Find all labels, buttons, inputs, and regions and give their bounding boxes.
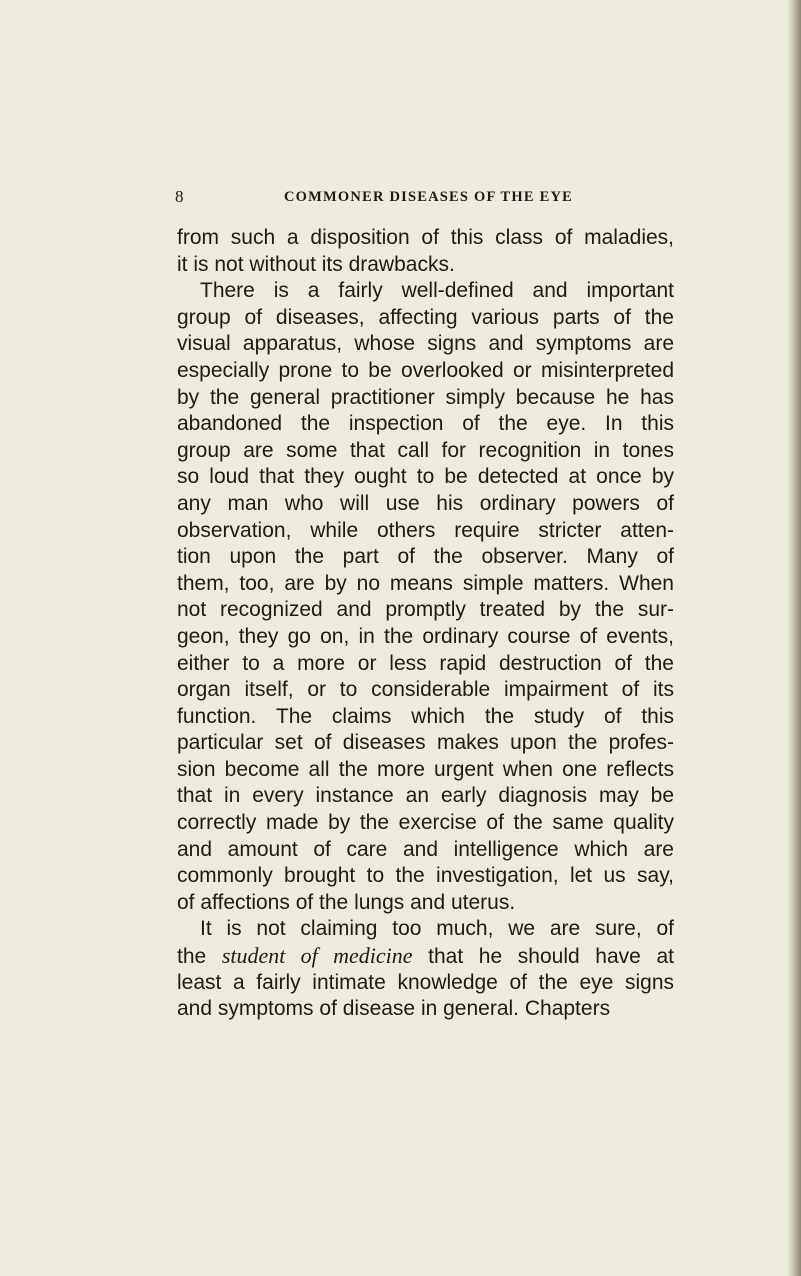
text-line — [177, 704, 674, 731]
text-segment: not recognized and promptly treated by the sur- — [177, 598, 674, 622]
text-line — [177, 597, 674, 624]
text-line — [177, 544, 674, 571]
italic-text: student of medicine — [221, 943, 413, 969]
text-line — [177, 996, 674, 1023]
text-segment: that in every instance an early diagnosis may be — [177, 784, 674, 808]
text-segment: so loud that they ought to be detected at once by — [177, 465, 674, 489]
text-line — [177, 624, 674, 651]
text-line — [177, 518, 674, 545]
text-line — [177, 252, 674, 279]
text-segment: the — [177, 945, 222, 969]
text-line — [177, 837, 674, 864]
text-segment: correctly made by the exercise of the same quality — [177, 811, 674, 835]
text-segment: group of diseases, affecting various parts of the — [177, 305, 674, 329]
text-line — [177, 783, 674, 810]
running-title: COMMONER DISEASES OF THE EYE — [284, 189, 574, 205]
text-segment: commonly brought to the investigation, let us say, — [177, 864, 674, 888]
text-line — [177, 916, 674, 943]
text-line — [177, 385, 674, 412]
text-line — [177, 225, 674, 252]
text-segment: observation, while others require stricter atten- — [177, 518, 674, 542]
text-line — [177, 491, 674, 518]
text-line — [177, 651, 674, 678]
text-segment: group are some that call for recognition in tones — [177, 438, 674, 462]
text-line — [177, 810, 674, 837]
text-segment: of affections of the lungs and uterus. — [177, 890, 516, 914]
text-segment: particular set of diseases makes upon the profes- — [177, 731, 674, 755]
text-segment: especially prone to be overlooked or misinterpreted — [177, 358, 674, 382]
text-segment: abandoned the inspection of the eye. In this — [177, 412, 674, 436]
text-segment: organ itself, or to considerable impairment of its — [177, 678, 674, 702]
text-segment: any man who will use his ordinary powers of — [177, 491, 674, 515]
text-segment: from such a disposition of this class of maladies, — [177, 226, 674, 249]
text-line — [177, 943, 674, 970]
text-line — [177, 464, 674, 491]
text-line — [177, 757, 674, 784]
text-segment: that he should have at — [412, 945, 674, 969]
text-segment: sion become all the more urgent when one reflects — [177, 757, 674, 781]
text-segment: it is not without its drawbacks. — [177, 252, 455, 276]
text-segment: least a fairly intimate knowledge of the eye signs — [177, 970, 674, 994]
text-segment: It is not claiming too much, we are sure, of — [200, 917, 674, 941]
text-line — [177, 358, 674, 385]
text-line — [177, 331, 674, 358]
page-edge-shadow — [787, 0, 801, 1276]
text-segment: them, too, are by no means simple matters. When — [177, 571, 674, 595]
text-line — [177, 863, 674, 890]
text-segment: There is a fairly well-defined and important — [200, 279, 674, 303]
text-segment: function. The claims which the study of this — [177, 704, 674, 728]
text-line — [177, 438, 674, 465]
text-line — [177, 730, 674, 757]
text-segment: and symptoms of disease in general. Chapters — [177, 997, 611, 1021]
text-segment: visual apparatus, whose signs and symptoms are — [177, 332, 674, 356]
text-segment: by the general practitioner simply because he has — [177, 385, 674, 409]
text-segment: tion upon the part of the observer. Many of — [177, 545, 674, 569]
text-line — [177, 677, 674, 704]
text-line — [177, 278, 674, 305]
text-line — [177, 890, 674, 917]
text-line — [177, 571, 674, 598]
text-line — [177, 970, 674, 997]
page-number: 8 — [175, 187, 185, 206]
text-segment: and amount of care and intelligence which are — [177, 837, 674, 861]
text-segment: either to a more or less rapid destruction of the — [177, 651, 674, 675]
text-segment: geon, they go on, in the ordinary course of events, — [177, 624, 674, 648]
text-line — [177, 411, 674, 438]
running-head — [175, 189, 675, 213]
body-text — [177, 225, 674, 1023]
text-line — [177, 305, 674, 332]
